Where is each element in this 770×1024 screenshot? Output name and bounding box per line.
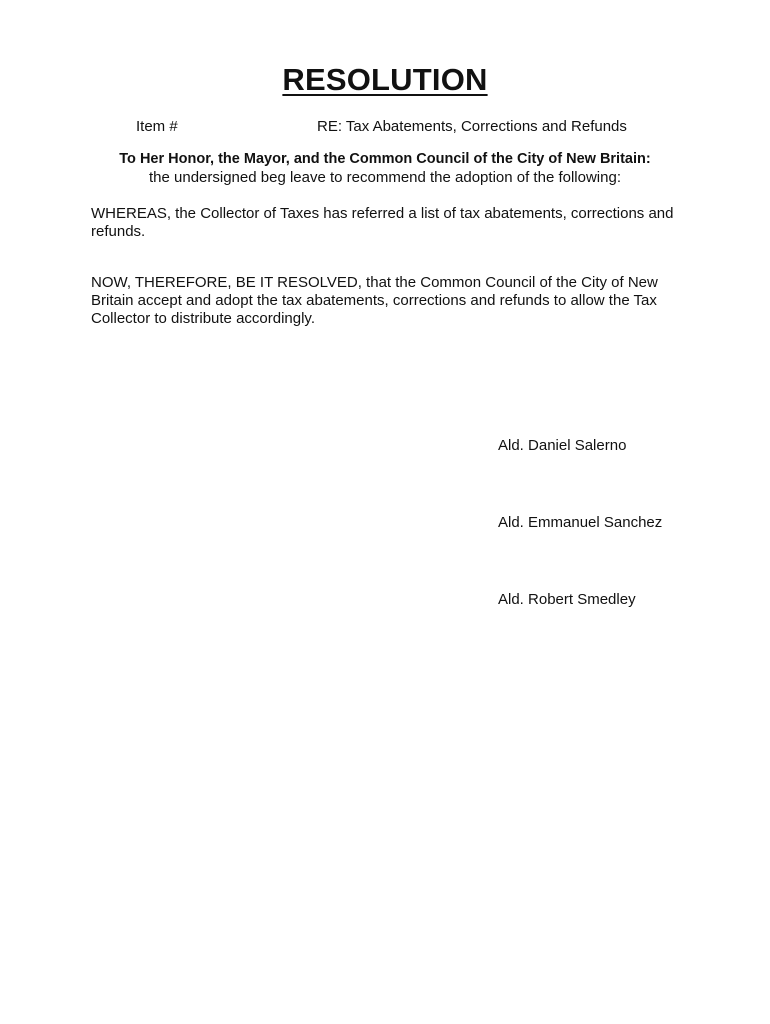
- intro-line: the undersigned beg leave to recommend the adoption of the following:: [149, 169, 621, 186]
- item-number-label: Item #: [136, 118, 178, 135]
- signer-name: Ald. Robert Smedley: [498, 591, 636, 608]
- subject-line: RE: Tax Abatements, Corrections and Refunds: [317, 118, 627, 135]
- signer-name: Ald. Daniel Salerno: [498, 437, 627, 454]
- whereas-paragraph: WHEREAS, the Collector of Taxes has referred a list of tax abatements, corrections and refunds.: [91, 205, 674, 240]
- signer-name: Ald. Emmanuel Sanchez: [498, 514, 663, 531]
- document-title: RESOLUTION: [282, 62, 488, 97]
- salutation: To Her Honor, the Mayor, and the Common Council of the City of New Britain:: [119, 151, 651, 167]
- resolved-paragraph: NOW, THEREFORE, BE IT RESOLVED, that the Common Council of the City of New Britain accept and adopt the tax abatements, corrections and refunds to allow the Tax Collector to distribute accordingly.: [91, 274, 658, 327]
